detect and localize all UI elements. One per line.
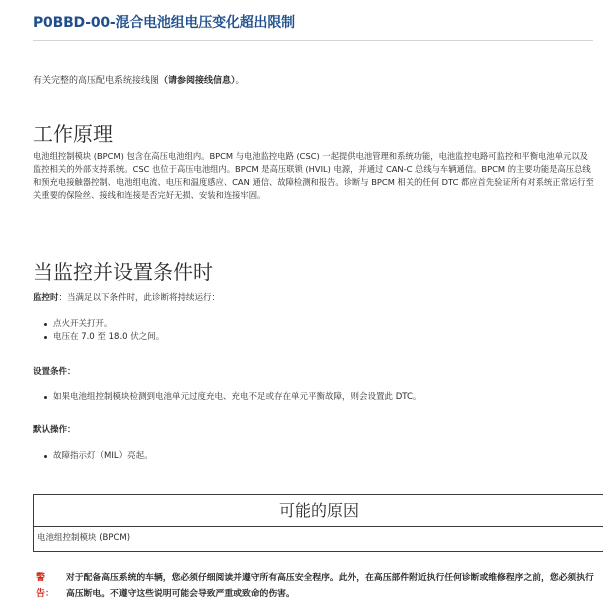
title-divider: [33, 40, 593, 41]
monitor-label: 监控时: [33, 293, 59, 303]
list-item: 故障指示灯（MIL）亮起。: [33, 450, 153, 463]
page-title: P0BBD-00-混合电池组电压变化超出限制: [33, 15, 295, 31]
set-conditions-suffix: ：: [67, 367, 76, 377]
list-item: 电压在 7.0 至 18.0 伏之间。: [33, 331, 164, 344]
list-item: 如果电池组控制模块检测到电池单元过度充电、充电不足或存在单元平衡故障，则会设置此 DTC。: [33, 391, 421, 404]
default-action-suffix: ：: [67, 425, 76, 435]
monitor-label-text: ：当满足以下条件时，此诊断将持续运行：: [58, 293, 221, 303]
list-item: 点火开关打开。: [33, 318, 164, 331]
default-action-list: [33, 450, 153, 463]
table-row: 电池组控制模块 (BPCM): [37, 533, 131, 543]
set-conditions-label: 设置条件: [33, 367, 68, 377]
intro-line: [33, 73, 245, 86]
warning-text: 对于配备高压系统的车辆，您必须仔细阅读并遵守所有高压安全程序。此外，在高压部件附近执行任何诊断或维修程序之前，您必须执行高压断电。不遵守这些说明可能会导致严重或致命的伤害。: [66, 573, 594, 599]
monitor-list: [33, 318, 164, 343]
principle-body: 电池组控制模块 (BPCM) 包含在高压电池组内。BPCM 与电池监控电路 (CSC) 一起提供电池管理和系统功能，电池监控电路可监控和平衡电池单元以及监控相关的外部支持系统。CSC 也位于高压电池组内。BPCM 是高压联锁 (HVIL) 电源，并通过 CAN-C 总线与车辆通信。BPCM 的主要功能是高压总线和预充电接触器控制、电池组电流、电压和温度感应、CAN 通信、故障检测和报告。诊断与 BPCM 相关的任何 DTC 都应首先验证所有对系统正常运行至关重要的保险丝、接线和连接是否完好无损、安装和连接牢固。: [33, 151, 594, 200]
default-action-label: 默认操作: [33, 425, 68, 435]
set-conditions-list: [33, 391, 421, 404]
possible-causes-header: 可能的原因: [34, 495, 603, 527]
possible-causes-table: [33, 494, 603, 552]
monitor-heading: 当监控并设置条件时: [33, 260, 213, 284]
principle-heading: 工作原理: [33, 122, 113, 146]
set-conditions-label-line: [33, 365, 76, 377]
warning-label: 警告：: [36, 573, 55, 599]
wiring-info-link[interactable]: （请参阅接线信息）: [159, 76, 236, 86]
default-action-label-line: [33, 423, 76, 435]
intro-suffix: 。: [235, 76, 245, 86]
monitor-label-line: [33, 291, 220, 303]
intro-text: 有关完整的高压配电系统接线图: [33, 76, 160, 86]
